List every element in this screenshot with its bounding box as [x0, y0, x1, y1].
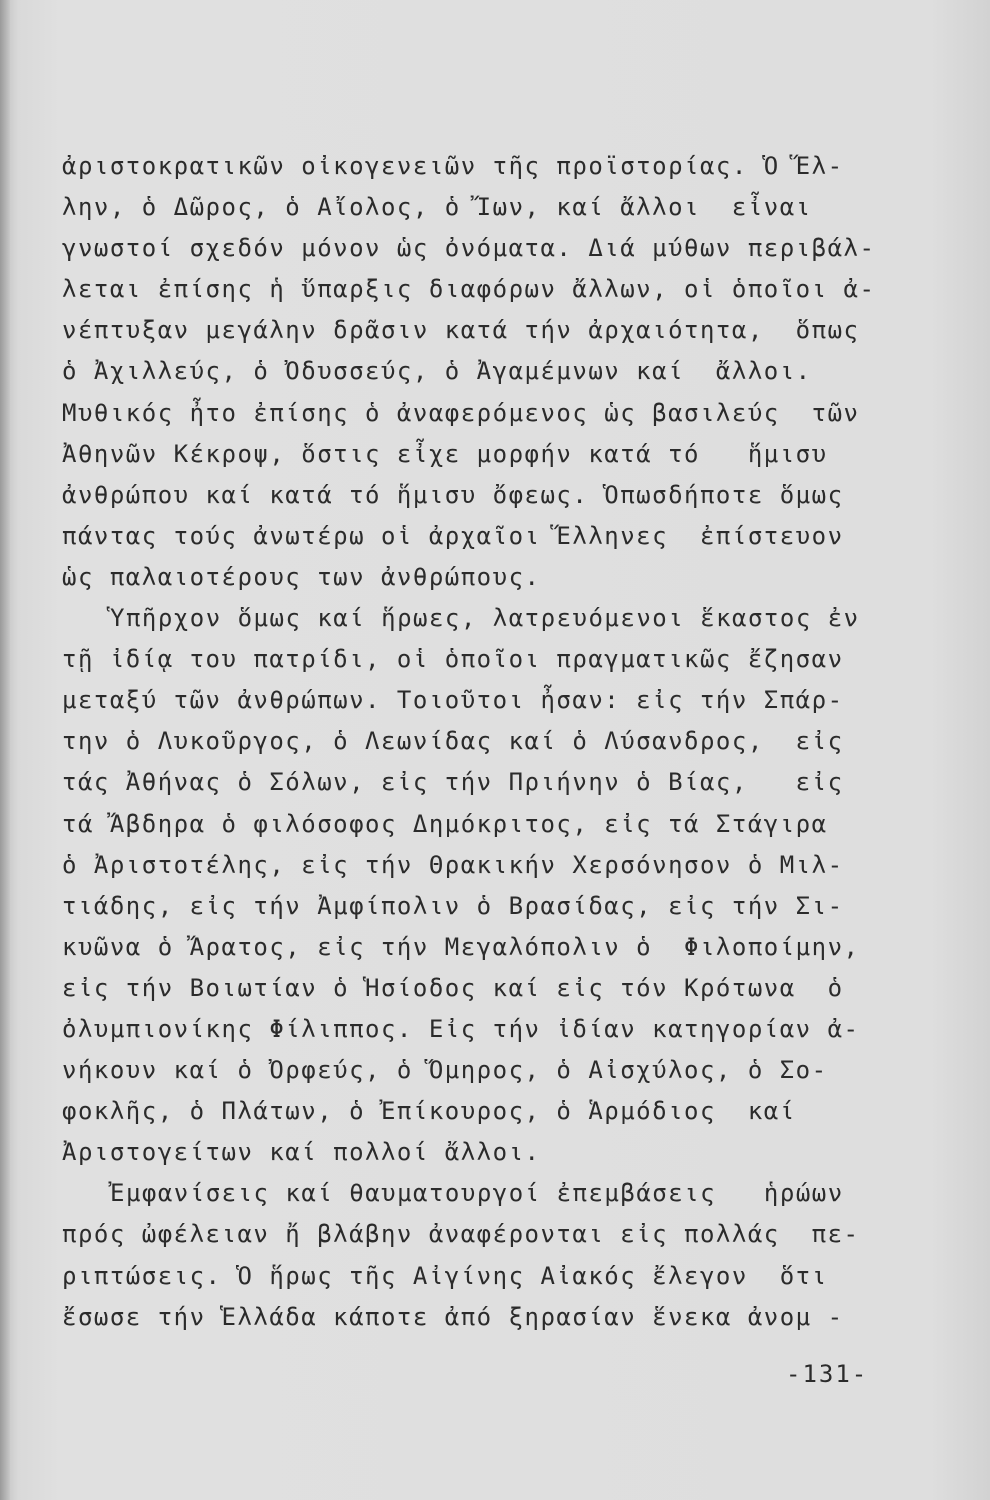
text-line: την ὁ Λυκοῦργος, ὁ Λεωνίδας καί ὁ Λύσανδρος, εἰς	[62, 727, 844, 756]
text-line: λην, ὁ Δῶρος, ὁ Αἴολος, ὁ Ἴων, καί ἄλλοι εἶναι	[62, 193, 812, 222]
text-line: ριπτώσεις. Ὁ ἥρως τῆς Αἰγίνης Αἰακός ἔλεγον ὅτι	[62, 1261, 828, 1290]
text-line: πάντας τούς ἀνωτέρω οἱ ἀρχαῖοι Ἕλληνες ἐπίστευον	[62, 521, 844, 550]
text-line: Ἀθηνῶν Κέκροψ, ὅστις εἶχε μορφήν κατά τό ἥμισυ	[62, 439, 828, 468]
text-line: μεταξύ τῶν ἀνθρώπων. Τοιοῦτοι ἦσαν: εἰς τήν Σπάρ-	[62, 686, 844, 715]
text-line: νήκουν καί ὁ Ὀρφεύς, ὁ Ὅμηρος, ὁ Αἰσχύλος, ὁ Σο-	[62, 1056, 828, 1085]
text-line: Ἐμφανίσεις καί θαυματουργοί ἐπεμβάσεις ἡρώων	[110, 1179, 844, 1208]
text-line: Ἀριστογείτων καί πολλοί ἄλλοι.	[62, 1138, 541, 1167]
text-line: ὡς παλαιοτέρους των ἀνθρώπους.	[62, 562, 541, 591]
text-line: φοκλῆς, ὁ Πλάτων, ὁ Ἐπίκουρος, ὁ Ἁρμόδιος καί	[62, 1097, 796, 1126]
text-line: γνωστοί σχεδόν μόνον ὡς ὀνόματα. Διά μύθων περιβάλ-	[62, 234, 876, 263]
text-line: Ὑπῆρχον ὅμως καί ἥρωες, λατρευόμενοι ἕκαστος ἐν	[110, 604, 860, 633]
text-line: τῇ ἰδίᾳ του πατρίδι, οἱ ὁποῖοι πραγματικῶς ἔζησαν	[62, 645, 844, 674]
text-line: ἀνθρώπου καί κατά τό ἥμισυ ὄφεως. Ὁπωσδήποτε ὅμως	[62, 480, 844, 509]
text-line: κυῶνα ὁ Ἄρατος, εἰς τήν Μεγαλόπολιν ὁ Φιλοποίμην,	[62, 932, 860, 961]
text-line: τά Ἄβδηρα ὁ φιλόσοφος Δημόκριτος, εἰς τά Στάγιρα	[62, 809, 828, 838]
text-line: ἀριστοκρατικῶν οἰκογενειῶν τῆς προϊστορίας. Ὁ Ἕλ-	[62, 152, 844, 180]
page-binding-edge	[0, 0, 10, 1500]
text-line: ὁ Ἀριστοτέλης, εἰς τήν Θρακικήν Χερσόνησον ὁ Μιλ-	[62, 850, 844, 879]
page-number: -131-	[786, 1360, 869, 1388]
text-line: ὀλυμπιονίκης Φίλιππος. Εἰς τήν ἰδίαν κατηγορίαν ἀ-	[62, 1014, 860, 1043]
text-line: εἰς τήν Βοιωτίαν ὁ Ἡσίοδος καί εἰς τόν Κρότωνα ὁ	[62, 973, 844, 1002]
body-text	[62, 146, 922, 1338]
text-line: τιάδης, εἰς τήν Ἀμφίπολιν ὁ Βρασίδας, εἰς τήν Σι-	[62, 891, 844, 920]
text-line: ἔσωσε τήν Ἑλλάδα κάποτε ἀπό ξηρασίαν ἕνεκα ἀνομ -	[62, 1302, 844, 1331]
text-line: τάς Ἀθήνας ὁ Σόλων, εἰς τήν Πριήνην ὁ Βίας, εἰς	[62, 768, 844, 797]
text-line: νέπτυξαν μεγάλην δρᾶσιν κατά τήν ἀρχαιότητα, ὅπως	[62, 316, 860, 345]
text-line: λεται ἐπίσης ἡ ὕπαρξις διαφόρων ἄλλων, οἱ ὁποῖοι ἀ-	[62, 275, 876, 304]
text-line: Μυθικός ἦτο ἐπίσης ὁ ἀναφερόμενος ὡς βασιλεύς τῶν	[62, 398, 860, 427]
text-line: πρός ὠφέλειαν ἤ βλάβην ἀναφέρονται εἰς πολλάς πε-	[62, 1220, 860, 1249]
text-line: ὁ Ἀχιλλεύς, ὁ Ὀδυσσεύς, ὁ Ἀγαμέμνων καί ἄλλοι.	[62, 357, 812, 386]
